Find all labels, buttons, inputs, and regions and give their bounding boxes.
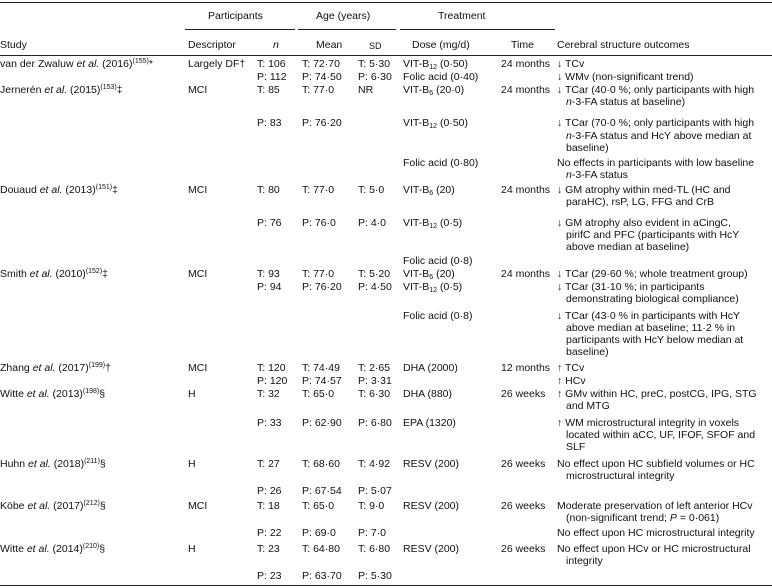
outcome-cell: ↓ TCv: [557, 58, 585, 70]
dose-cell: VIT-$B_{12}$ (0·50): [403, 117, 468, 130]
outcome-cell: above median at baseline; 11·2 % in: [566, 322, 736, 334]
outcome-cell: integrity: [566, 555, 603, 567]
study-cell: van der Zwaluw et al. $(2016)^{(155)}*$: [0, 58, 153, 70]
outcome-cell: No effect upon HC subfield volumes or HC: [557, 458, 755, 470]
study-cell: Witte et al. $(2014)^{(210)}\S$: [0, 543, 106, 555]
header-mean: Mean: [316, 39, 343, 51]
dose-cell: RESV (200): [403, 500, 460, 512]
time-cell: 12 months: [501, 362, 551, 374]
dose-cell: Folic acid (0·40): [403, 71, 479, 83]
time-cell: 26 weeks: [501, 458, 546, 470]
descriptor-cell: MCI: [188, 268, 208, 280]
outcome-cell: (non-significant trend; P = 0·061): [566, 512, 720, 524]
outcome-cell: ↓ GM atrophy within med-TL (HC and: [557, 184, 731, 196]
outcome-cell: pirifC and PFC (participants with HcY: [566, 229, 740, 241]
outcome-cell: ↓ GM atrophy also evident in aCingC,: [557, 217, 731, 229]
study-cell: Douaud et al. $(2013)^{(151)}\ddagger$: [0, 184, 118, 196]
outcome-cell: n-3-FA status: [566, 169, 628, 181]
sd-cell: T: 9·0: [358, 500, 385, 512]
n-cell: T: 120: [257, 362, 286, 374]
n-cell: P: 76: [257, 217, 282, 229]
mean-cell: T: 65·0: [302, 500, 335, 512]
dose-cell: EPA (1320): [403, 417, 456, 429]
sd-cell: T: 6·30: [358, 388, 391, 400]
n-cell: T: 85: [257, 84, 280, 96]
mean-cell: T: 77·0: [302, 268, 335, 280]
outcome-cell: ↑ TCv: [557, 362, 585, 374]
outcome-cell: microstructural integrity: [566, 470, 675, 482]
sd-cell: P: 5·07: [358, 485, 392, 497]
header-n: n: [273, 39, 279, 51]
outcome-cell: No effects in participants with low baseline: [557, 157, 755, 169]
n-cell: T: 27: [257, 458, 280, 470]
outcome-cell: ↓ TCar (31·10 %; in participants: [557, 281, 705, 293]
dose-cell: VIT-$B_{12}$ (0·50): [403, 58, 468, 71]
header-bottom-rule: [0, 55, 772, 56]
dose-cell: Folic acid (0·8): [403, 310, 473, 322]
time-cell: 26 weeks: [501, 543, 546, 555]
outcome-cell: ↑ GMv within HC, preC, postCG, IPG, STG: [557, 388, 757, 400]
sd-cell: T: 5·30: [358, 58, 391, 70]
outcome-cell: demonstrating biological compliance): [566, 293, 739, 305]
header-dose: Dose (mg/d): [412, 39, 470, 51]
dose-cell: VIT-$B_6$ (20): [403, 184, 455, 197]
mean-cell: T: 77·0: [302, 184, 335, 196]
sd-cell: P: 7·0: [358, 527, 387, 539]
outcome-cell: and MTG: [566, 400, 610, 412]
descriptor-cell: H: [188, 543, 196, 555]
outcome-cell: No effect upon HCv or HC microstructural: [557, 543, 751, 555]
mean-cell: T: 68·60: [302, 458, 340, 470]
header-outcomes: Cerebral structure outcomes: [557, 39, 690, 51]
sd-cell: NR: [358, 84, 374, 96]
outcome-cell: paraHC), rsP, LG, FFG and CrB: [566, 196, 715, 208]
study-cell: Witte et al. $(2013)^{(198)}\S$: [0, 388, 106, 400]
n-cell: P: 83: [257, 117, 282, 129]
top-rule: [0, 2, 772, 3]
outcome-cell: baseline): [566, 142, 609, 154]
time-cell: 26 weeks: [501, 500, 546, 512]
treatment-rule: [400, 29, 555, 30]
participants-rule: [185, 29, 295, 30]
header-study: Study: [0, 39, 27, 51]
mean-cell: P: 69·0: [302, 527, 336, 539]
sd-cell: T: 5·20: [358, 268, 391, 280]
sd-cell: P: 4·0: [358, 217, 387, 229]
mean-cell: P: 67·54: [302, 485, 342, 497]
header-participants: Participants: [208, 10, 263, 22]
age-rule: [298, 29, 396, 30]
outcome-cell: ↓ TCar (43·0 % in participants with HcY: [557, 310, 741, 322]
mean-cell: T: 74·49: [302, 362, 340, 374]
time-cell: 24 months: [501, 58, 551, 70]
n-cell: P: 94: [257, 281, 282, 293]
descriptor-cell: MCI: [188, 184, 208, 196]
mean-cell: P: 76·20: [302, 281, 342, 293]
n-cell: T: 80: [257, 184, 280, 196]
dose-cell: Folic acid (0·8): [403, 255, 473, 267]
mean-cell: P: 74·57: [302, 375, 342, 387]
n-cell: P: 22: [257, 527, 282, 539]
outcome-cell: n-3-FA status and HcY above median at: [566, 130, 752, 142]
n-cell: T: 23: [257, 543, 280, 555]
dose-cell: VIT-$B_{12}$ (0·5): [403, 281, 463, 294]
dose-cell: RESV (200): [403, 458, 460, 470]
descriptor-cell: Largely DF†: [188, 58, 246, 70]
n-cell: T: 93: [257, 268, 280, 280]
dose-cell: RESV (200): [403, 543, 460, 555]
mean-cell: T: 77·0: [302, 84, 335, 96]
sd-cell: P: 6·80: [358, 417, 392, 429]
n-cell: T: 18: [257, 500, 280, 512]
header-treatment: Treatment: [438, 10, 486, 22]
time-cell: 24 months: [501, 268, 551, 280]
outcome-cell: participants with HcY below median at: [566, 334, 744, 346]
time-cell: 26 weeks: [501, 388, 546, 400]
n-cell: T: 106: [257, 58, 286, 70]
mean-cell: P: 76·20: [302, 117, 342, 129]
time-cell: 24 months: [501, 184, 551, 196]
sd-cell: T: 4·92: [358, 458, 391, 470]
outcome-cell: ↑ WM microstructural integrity in voxels: [557, 417, 740, 429]
outcome-cell: Moderate preservation of left anterior HCv: [557, 500, 753, 512]
mean-cell: T: 65·0: [302, 388, 335, 400]
n-cell: P: 33: [257, 417, 282, 429]
descriptor-cell: MCI: [188, 362, 208, 374]
outcome-cell: No effect upon HC microstructural integrity: [557, 527, 755, 539]
descriptor-cell: MCI: [188, 500, 208, 512]
n-cell: P: 26: [257, 485, 282, 497]
mean-cell: P: 62·90: [302, 417, 342, 429]
header-age: Age (years): [316, 10, 371, 22]
outcome-cell: ↓ WMv (non-significant trend): [557, 71, 694, 83]
sd-cell: P: 5·30: [358, 570, 392, 582]
outcome-cell: ↓ TCar (40·0 %; only participants with high: [557, 84, 755, 96]
mean-cell: T: 64·80: [302, 543, 340, 555]
dose-cell: DHA (880): [403, 388, 453, 400]
study-cell: Köbe et al. $(2017)^{(212)}\S$: [0, 500, 106, 512]
dose-cell: DHA (2000): [403, 362, 458, 374]
dose-cell: Folic acid (0·80): [403, 157, 479, 169]
outcome-cell: ↓ TCar (29·60 %; whole treatment group): [557, 268, 748, 280]
outcome-cell: baseline): [566, 346, 609, 358]
sd-cell: T: 2·65: [358, 362, 391, 374]
header-descriptor: Descriptor: [188, 39, 236, 51]
n-cell: P: 112: [257, 71, 287, 83]
study-cell: Huhn et al. $(2018)^{(211)}\S$: [0, 458, 106, 470]
sd-cell: P: 3·31: [358, 375, 392, 387]
header-sd: SD: [369, 41, 382, 51]
sd-cell: P: 6·30: [358, 71, 392, 83]
dose-cell: VIT-$B_6$ (20·0): [403, 84, 465, 97]
n-cell: P: 120: [257, 375, 288, 387]
mean-cell: P: 74·50: [302, 71, 342, 83]
sd-cell: T: 6·80: [358, 543, 391, 555]
dose-cell: VIT-$B_6$ (20): [403, 268, 455, 281]
outcome-cell: above median at baseline): [566, 241, 690, 253]
descriptor-cell: MCI: [188, 84, 208, 96]
dose-cell: VIT-$B_{12}$ (0·5): [403, 217, 463, 230]
time-cell: 24 months: [501, 84, 551, 96]
bottom-rule: [0, 585, 772, 586]
n-cell: T: 32: [257, 388, 280, 400]
mean-cell: T: 72·70: [302, 58, 340, 70]
study-cell: Zhang et al. $(2017)^{(199)}\dagger$: [0, 362, 111, 374]
n-cell: P: 23: [257, 570, 282, 582]
sd-cell: T: 5·0: [358, 184, 385, 196]
outcome-cell: n-3-FA status at baseline): [566, 96, 686, 108]
sd-cell: P: 4·50: [358, 281, 392, 293]
mean-cell: P: 76·0: [302, 217, 336, 229]
outcome-cell: ↓ TCar (70·0 %; only participants with high: [557, 117, 755, 129]
descriptor-cell: H: [188, 458, 196, 470]
study-cell: Jernerén et al. $(2015)^{(153)}\ddagger$: [0, 84, 123, 96]
descriptor-cell: H: [188, 388, 196, 400]
outcome-cell: located within aCC, UF, IFOF, SFOF and: [566, 429, 756, 441]
study-cell: Smith et al. $(2010)^{(152)}\ddagger$: [0, 268, 108, 280]
mean-cell: P: 63·70: [302, 570, 342, 582]
outcome-cell: SLF: [566, 441, 586, 453]
outcome-cell: ↑ HCv: [557, 375, 586, 387]
header-time: Time: [511, 39, 534, 51]
